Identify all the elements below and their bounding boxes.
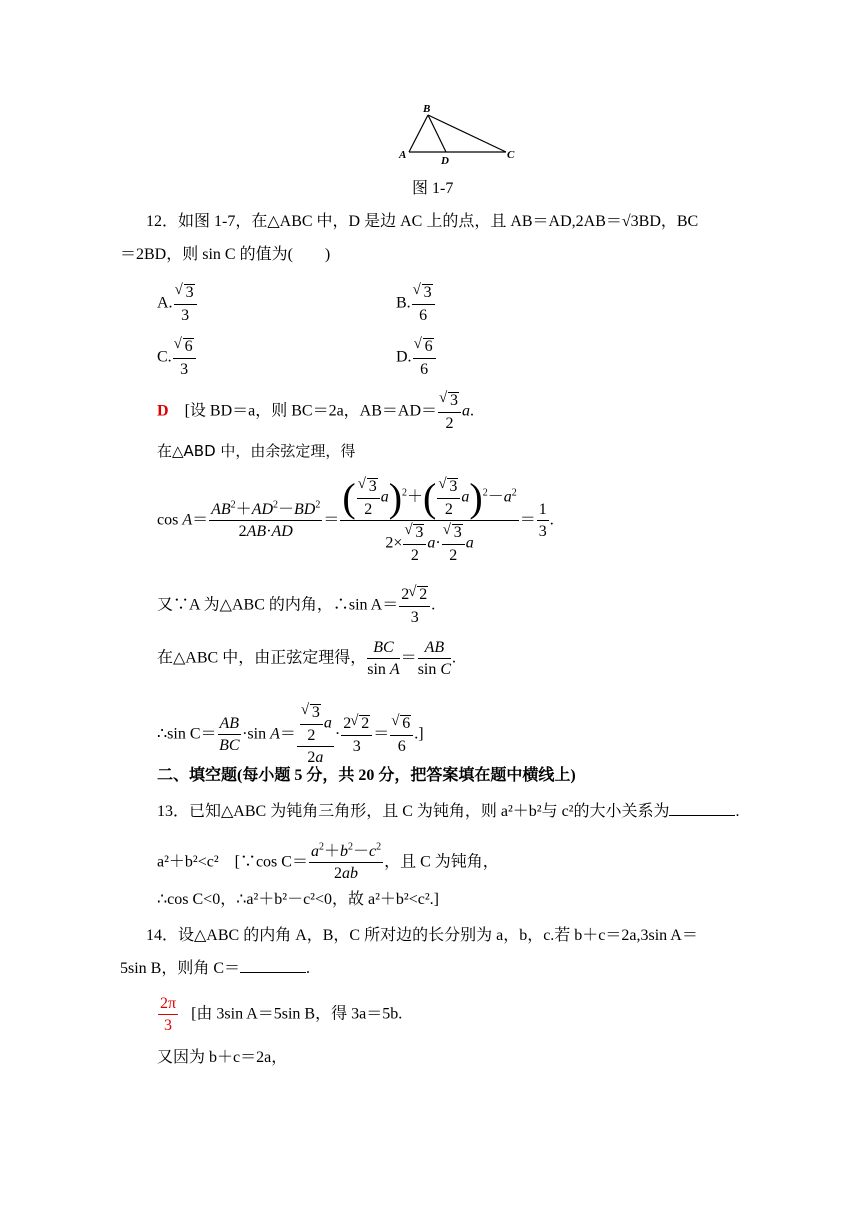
q12-sinA-text: 又∵A 为△ABC 的内角，∴sin A＝ xyxy=(157,596,399,614)
q13-solution-line2: ∴cos C<0，∴a²＋b²－c²<0，故 a²＋b²<c².] xyxy=(157,891,439,908)
option-b-label: B. xyxy=(396,294,411,312)
q13-answer-blank xyxy=(669,801,735,816)
vertex-label-c: C xyxy=(507,149,515,161)
q13-stem: 13．已知△ABC 为钝角三角形，且 C 为钝角，则 a²＋b²与 c²的大小关系为 . xyxy=(157,803,740,820)
q13-sol1-text: [∵cos C＝ xyxy=(234,853,308,871)
q12-answer: D xyxy=(157,402,169,420)
q14-stem2-text: 5sin B，则角 C＝ xyxy=(120,960,241,977)
q14-stem-line2: 5sin B，则角 C＝ . xyxy=(120,960,311,977)
q14-solution-line1 xyxy=(157,996,402,1034)
q14-solution-line2: 又因为 b＋c＝2a， xyxy=(157,1049,288,1066)
q12-sol-set-text: [设 BD＝a，则 BC＝2a，AB＝AD＝ xyxy=(184,402,438,420)
option-c-label: C. xyxy=(157,348,172,366)
option-d-label: D. xyxy=(396,348,412,366)
q12-stem-line2: ＝2BD，则 sin C 的值为( ) xyxy=(120,246,331,263)
q14-answer-blank xyxy=(240,958,306,973)
triangle-figure xyxy=(396,100,520,168)
q12-stem-line1: 12．如图 1-7，在△ABC 中，D 是边 AC 上的点，且 AB＝AD,2AB＝√3BD，BC xyxy=(146,213,699,230)
q12-option-c: C. √ $\frac{6}{3}$ xyxy=(157,338,197,378)
vertex-label-d: D xyxy=(441,155,449,167)
q12-solution-set: D [设 BD＝a，则 BC＝2a，AB＝AD＝ √ $\frac{3}{2}$ a. xyxy=(157,392,474,432)
q13-answer: a²＋b²<c² xyxy=(157,853,219,871)
figure-caption: 图 1-7 xyxy=(412,180,454,197)
q12-sine-law-text: 在△ABC 中，由正弦定理得， xyxy=(157,649,367,667)
q13-sol1-tail: ，且 C 为钝角， xyxy=(384,853,499,871)
q12-sinC: ∴sin C＝ $\frac{AB}{BC}$ ·sin A＝ √ $\frac{3}{2}$ a 2a · $\frac{2√ 2}{3}$ ＝ √ $\frac{6}{6}$ .] xyxy=(157,704,424,766)
q12-sinC-text: ∴sin C＝ xyxy=(157,725,217,743)
q12-sinA: 又∵A 为△ABC 的内角，∴sin A＝ $\frac{2√ 2}{3}$ . xyxy=(157,586,435,626)
section2-title: 二、填空题(每小题 5 分，共 20 分，把答案填在题中横线上) xyxy=(157,767,576,784)
q14-stem-line1: 14．设△ABC 的内角 A，B，C 所对边的长分别为 a，b，c.若 b＋c＝2a,3sin A＝ xyxy=(146,927,698,944)
q12-option-a: A. √ $\frac{3}{3}$ xyxy=(157,284,198,324)
vertex-label-a: A xyxy=(399,149,407,161)
q13-solution-line1: a²＋b²<c² [∵cos C＝ $\frac{a^2+b^2-c^2}{2ab}$ ，且 C 为钝角， xyxy=(157,841,499,882)
q12-option-d: D. √ $\frac{6}{6}$ xyxy=(396,338,437,378)
q14-answer: $\frac{2\pi}{3}$ xyxy=(160,995,177,1034)
q13-stem-text: 13．已知△ABC 为钝角三角形，且 C 为钝角，则 a²＋b²与 c²的大小关系为 xyxy=(157,803,670,820)
option-a-label: A. xyxy=(157,294,173,312)
q12-option-b: B. √ $\frac{3}{6}$ xyxy=(396,284,436,324)
q14-sol1-text: [由 3sin A＝5sin B，得 3a＝5b. xyxy=(191,1005,403,1023)
q12-cos-intro: 在△ABD 中，由余弦定理，得 xyxy=(157,442,356,460)
q12-sine-law: 在△ABC 中，由正弦定理得， $\frac{BC}{\text{sin A}}$ ＝ $\frac{AB}{\text{sin C}}$ . xyxy=(157,639,457,678)
vertex-label-b: B xyxy=(423,103,431,115)
q12-cos-formula: cos A＝ $\frac{AB^2+AD^2-BD^2}{2AB\cdot AD}$ ＝ ( √ $\frac{3}{2}$ a)$^2$＋( √ $\frac{3}{2}$ $a)^2-a^2$ 2× √ $\frac{3}{2}$ a· √ $\frac{3}{2}$ a ＝ $\frac{1}{3}$ . xyxy=(157,478,554,564)
